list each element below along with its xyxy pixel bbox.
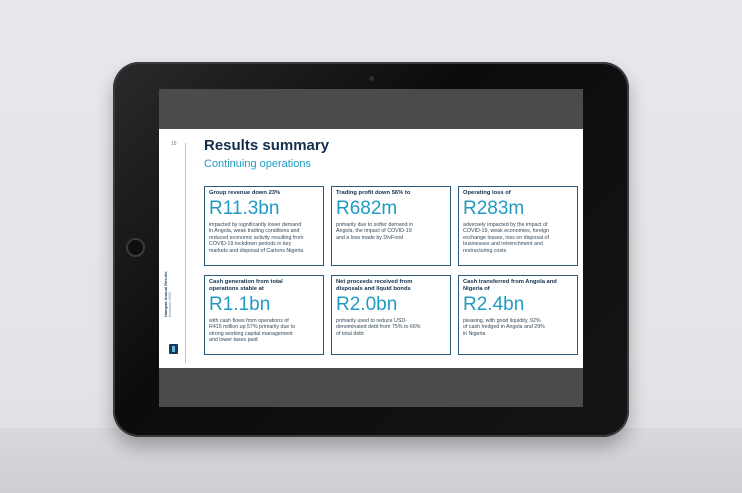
card-desc-line: with cash flows from operations of — [209, 318, 289, 324]
card-desc-line: primarily used to reduce USD- — [336, 318, 407, 324]
card-value: R1.1bn — [209, 294, 271, 315]
card-desc-line: reduced economic activity resulting from — [209, 234, 304, 241]
presentation-slide — [159, 129, 583, 368]
card-heading-line: Net proceeds received from — [336, 279, 413, 285]
tablet-device — [113, 62, 629, 437]
card-heading-line: Trading profit down 56% to — [336, 190, 411, 196]
card-desc-line: of cash hedged in Angola and 29% — [463, 324, 545, 331]
card-value: R11.3bn — [209, 198, 280, 219]
slide-title: Results summary — [204, 137, 330, 154]
page-number: 15 — [171, 141, 177, 147]
card-desc-line: primarily due to softer demand in — [336, 222, 414, 228]
card-cash-generation — [204, 275, 324, 355]
card-description — [336, 222, 446, 241]
card-desc-line: strong working capital management — [209, 330, 293, 337]
card-description — [463, 222, 573, 254]
home-button[interactable] — [126, 238, 145, 257]
card-heading — [209, 279, 319, 293]
card-heading-line: Group revenue down 23% — [209, 190, 281, 196]
side-divider — [185, 143, 186, 363]
card-desc-line: COVID-19, weak economies, foreign — [463, 228, 549, 235]
side-label-title: Nampak Annual Results — [163, 271, 168, 317]
card-value: R682m — [336, 198, 398, 219]
card-heading-line: Cash transferred from Angola and — [463, 279, 557, 285]
card-desc-line: pleasing, with good liquidity, 92% — [463, 318, 541, 324]
company-logo — [169, 344, 178, 354]
card-heading-line: Nigeria of — [463, 286, 490, 292]
slide-subtitle: Continuing operations — [204, 158, 312, 170]
card-heading — [463, 279, 573, 293]
card-desc-line: restructuring costs — [463, 247, 507, 254]
tablet-screen — [159, 89, 583, 407]
card-description — [209, 318, 319, 344]
card-desc-line: markets and disposal of Cartons Nigeria — [209, 247, 304, 254]
card-value: R2.0bn — [336, 294, 398, 315]
side-label — [163, 271, 172, 317]
card-desc-line: adversely impacted by the impact of — [463, 222, 548, 228]
card-desc-line: COVID-19 lockdown periods in key — [209, 241, 292, 248]
card-desc-line: denominated debt from 75% to 66% — [336, 324, 421, 331]
card-desc-line: and a loss made by DivFood — [336, 234, 404, 241]
card-desc-line: impacted by significantly lower demand — [209, 222, 302, 228]
front-camera — [369, 76, 374, 81]
card-trading-profit — [331, 186, 451, 266]
card-heading — [336, 279, 446, 293]
card-group-revenue — [204, 186, 324, 266]
card-heading-line: Cash generation from total — [209, 279, 283, 285]
card-heading — [336, 190, 446, 197]
card-desc-line: in Nigeria — [463, 330, 486, 337]
side-label-date: November 2020 — [168, 292, 172, 317]
card-desc-line: exchange losses, loss on disposal of — [463, 234, 549, 241]
card-description — [463, 318, 573, 337]
card-value: R283m — [463, 198, 525, 219]
card-heading — [209, 190, 319, 197]
card-operating-loss — [458, 186, 578, 266]
card-desc-line: in Angola, weak trading conditions and — [209, 228, 300, 235]
card-value: R2.4bn — [463, 294, 525, 315]
card-desc-line: businesses and retrenchment and — [463, 241, 543, 248]
card-desc-line: and lower taxes paid — [209, 337, 258, 344]
card-desc-line: Angola, the impact of COVID-19 — [336, 228, 412, 235]
card-description — [336, 318, 446, 337]
card-heading-line: disposals and liquid bonds — [336, 286, 411, 292]
card-heading — [463, 190, 573, 197]
card-cash-transferred — [458, 275, 578, 355]
card-desc-line: of total debt — [336, 330, 364, 337]
card-heading-line: operations stable at — [209, 286, 264, 292]
card-desc-line: R415 million up 57% primarily due to — [209, 324, 296, 331]
card-heading-line: Operating loss of — [463, 190, 511, 196]
shelf-surface — [0, 428, 742, 493]
card-description — [209, 222, 319, 254]
card-net-proceeds — [331, 275, 451, 355]
